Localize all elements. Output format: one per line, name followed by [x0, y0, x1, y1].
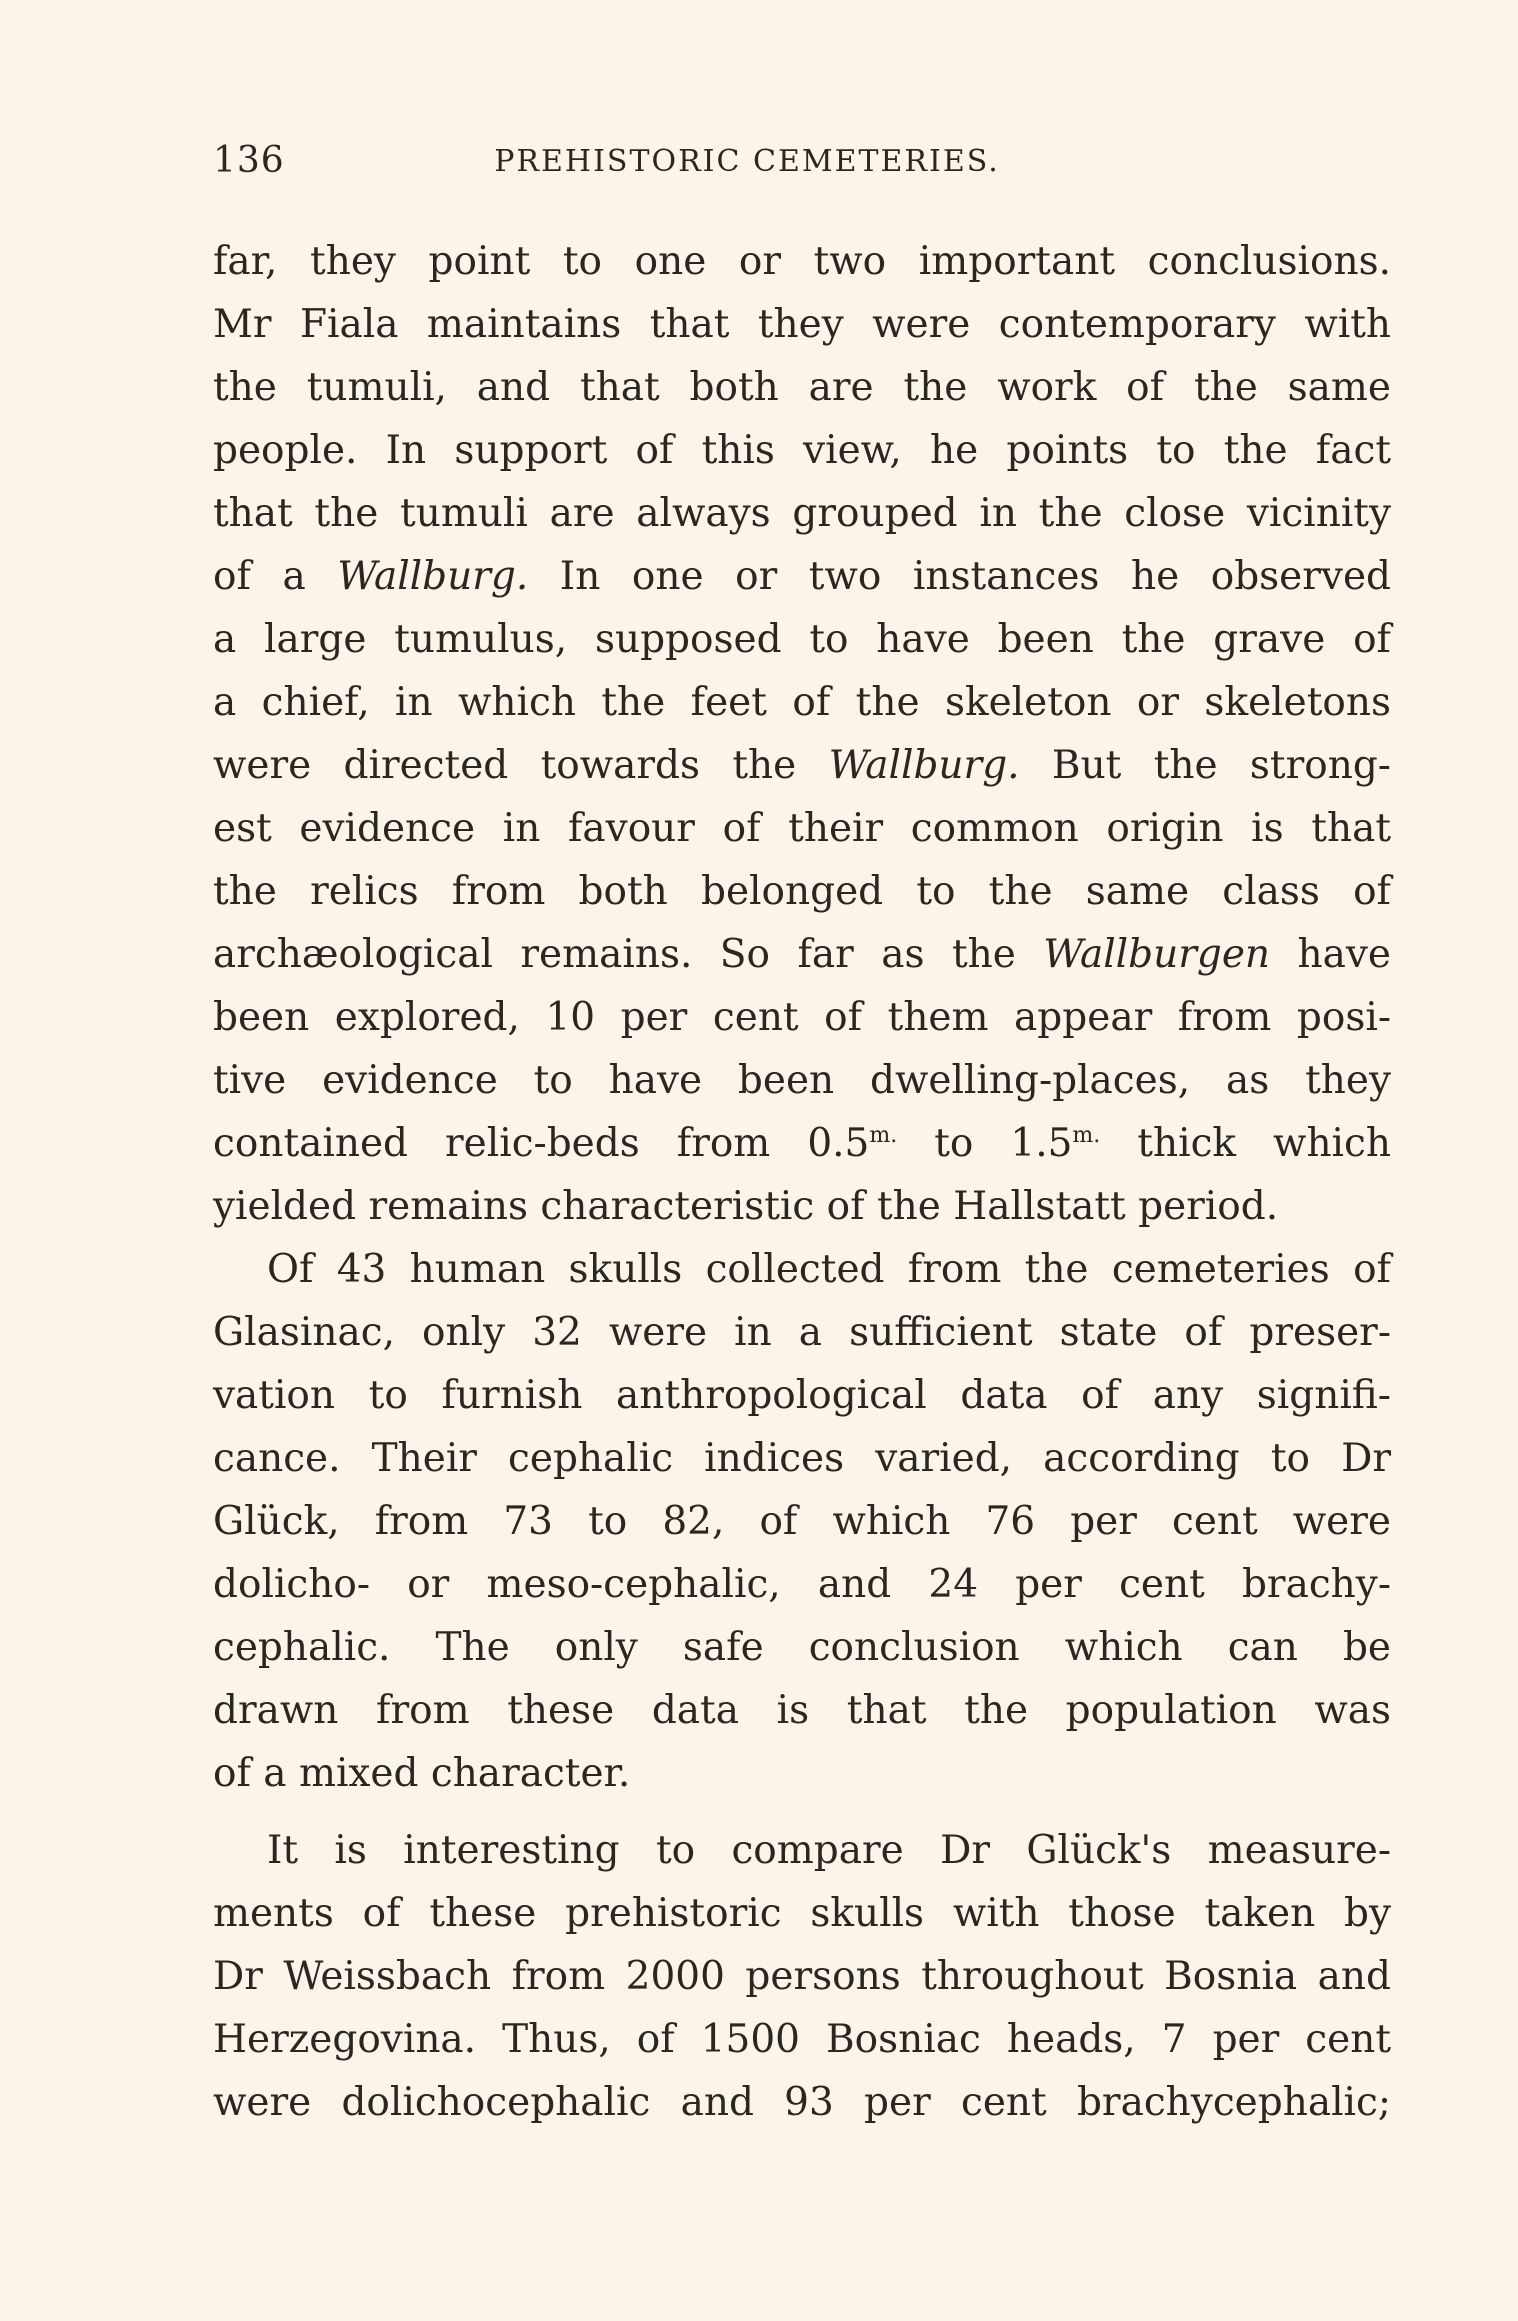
text-line: of a mixed character. — [213, 1751, 631, 1796]
italic-term: Wallburg. — [337, 554, 529, 599]
text-line: Of 43 human skulls collected from the cemeteries of — [267, 1247, 1391, 1292]
text-run: But the strong- — [1019, 743, 1391, 788]
paragraph-gap — [213, 1805, 1391, 1819]
text-run: to 1.5 — [897, 1121, 1073, 1166]
text-line: people. In support of this view, he points to the fact — [213, 428, 1391, 473]
text-line: tive evidence to have been dwelling-places, as they — [213, 1058, 1391, 1103]
text-line: est evidence in favour of their common origin is that — [213, 806, 1391, 851]
italic-term: Wallburg. — [828, 743, 1020, 788]
text-line: Mr Fiala maintains that they were contemporary with — [213, 302, 1391, 347]
text-line: Herzegovina. Thus, of 1500 Bosniac heads, 7 per cent — [213, 2017, 1391, 2062]
paragraph-1 — [213, 230, 1391, 1238]
running-head: PREHISTORIC CEMETERIES. — [494, 144, 1000, 179]
page-number: 136 — [213, 140, 285, 181]
text-line: the relics from both belonged to the same class of — [213, 869, 1391, 914]
text-line: cephalic. The only safe conclusion which can be — [213, 1625, 1391, 1670]
text-line: a chief, in which the feet of the skeleton or skeletons — [213, 680, 1391, 725]
text-line: a large tumulus, supposed to have been the grave of — [213, 617, 1391, 662]
superscript-unit: m. — [1072, 1123, 1101, 1148]
text-line — [213, 1112, 1391, 1175]
text-line: cance. Their cephalic indices varied, according to Dr — [213, 1436, 1391, 1481]
text-run: archæological remains. So far as the — [213, 932, 1044, 977]
italic-term: Wallburgen — [1043, 932, 1271, 977]
text-line: been explored, 10 per cent of them appear from posi- — [213, 995, 1391, 1040]
text-run: of a — [213, 554, 338, 599]
text-line: Glück, from 73 to 82, of which 76 per cent were — [213, 1499, 1391, 1544]
paragraph-2 — [213, 1238, 1391, 1805]
text-run: have — [1270, 932, 1391, 977]
text-line: yielded remains characteristic of the Hallstatt period. — [213, 1184, 1279, 1229]
superscript-unit: m. — [869, 1123, 898, 1148]
text-run: thick which — [1100, 1121, 1391, 1166]
text-run: contained relic-beds from 0.5 — [213, 1121, 870, 1166]
paragraph-3 — [213, 1819, 1391, 2134]
text-line — [213, 734, 1391, 797]
text-line — [213, 545, 1391, 608]
body-text — [213, 230, 1391, 2134]
text-line: Dr Weissbach from 2000 persons throughout Bosnia and — [213, 1954, 1391, 1999]
text-line: It is interesting to compare Dr Glück's measure- — [267, 1828, 1391, 1873]
text-line — [213, 923, 1391, 986]
text-line: ments of these prehistoric skulls with those taken by — [213, 1891, 1391, 1936]
page-header — [213, 140, 1391, 190]
text-line: that the tumuli are always grouped in the close vicinity — [213, 491, 1391, 536]
text-run: were directed towards the — [213, 743, 829, 788]
text-line: Glasinac, only 32 were in a sufficient state of preser- — [213, 1310, 1391, 1355]
text-line: dolicho- or meso-cephalic, and 24 per cent brachy- — [213, 1562, 1391, 1607]
text-line: the tumuli, and that both are the work of the same — [213, 365, 1391, 410]
text-run: In one or two instances he observed — [528, 554, 1391, 599]
text-line: drawn from these data is that the population was — [213, 1688, 1391, 1733]
text-line: vation to furnish anthropological data of any signifi- — [213, 1373, 1391, 1418]
text-line: far, they point to one or two important conclusions. — [213, 239, 1391, 284]
text-line: were dolichocephalic and 93 per cent brachycephalic; — [213, 2080, 1391, 2125]
